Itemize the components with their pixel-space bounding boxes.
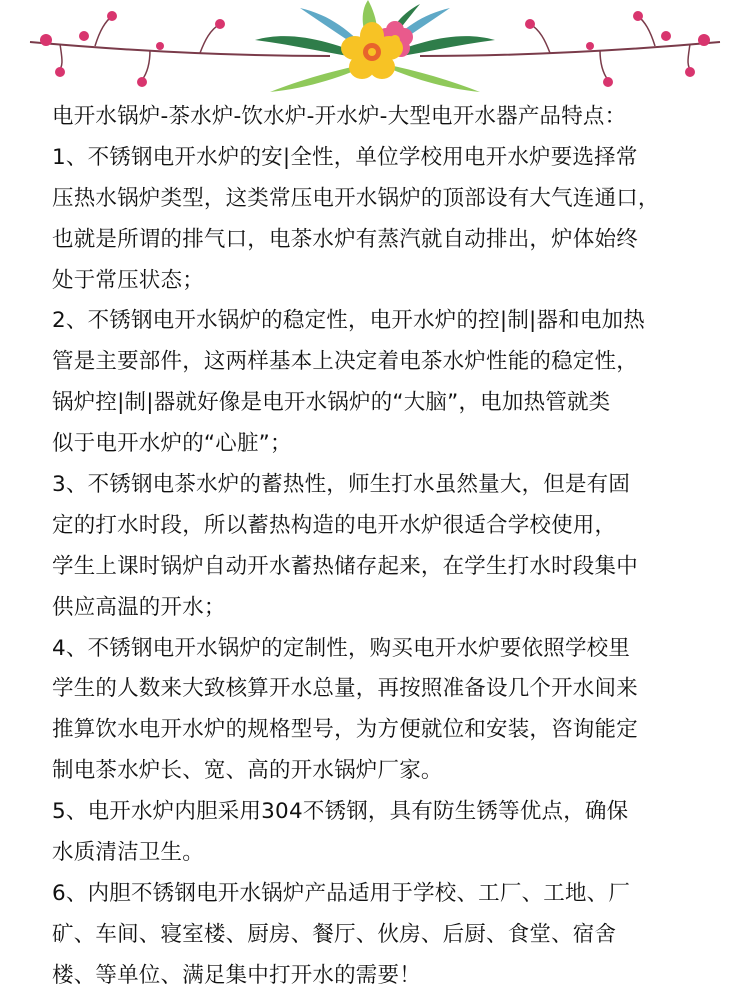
paragraph-6 [52, 874, 712, 997]
paragraph-line: 2、不锈钢电开水锅炉的稳定性，电开水炉的控|制|器和电加热 [52, 308, 645, 334]
paragraph-line: 制电茶水炉长、宽、高的开水锅炉厂家。 [52, 758, 443, 784]
paragraph-3 [52, 465, 712, 629]
paragraph-line: 处于常压状态； [52, 267, 204, 293]
paragraph-line: 水质清洁卫生。 [52, 840, 204, 866]
paragraph-line: 矿、车间、寝室楼、厨房、餐厅、伙房、后厨、食堂、宿舍 [52, 921, 617, 947]
document-title: 电开水锅炉-茶水炉-饮水炉-开水炉-大型电开水器产品特点： [52, 104, 627, 129]
paragraph-line: 锅炉控|制|器就好像是电开水锅炉的“大脑”，电加热管就类 [52, 390, 611, 416]
paragraph-4 [52, 629, 712, 793]
paragraph-line: 供应高温的开水； [52, 594, 226, 620]
paragraph-line: 推算饮水电开水炉的规格型号，为方便就位和安装，咨询能定 [52, 717, 638, 743]
paragraph-line: 定的打水时段，所以蓄热构造的电开水炉很适合学校使用， [52, 512, 617, 538]
paragraph-line: 学生上课时锅炉自动开水蓄热储存起来，在学生打水时段集中 [52, 553, 638, 579]
paragraph-line: 也就是所谓的排气口，电茶水炉有蒸汽就自动排出，炉体始终 [52, 226, 638, 252]
paragraph-line: 5、电开水炉内胆采用304不锈钢，具有防生锈等优点，确保 [52, 799, 629, 825]
paragraph-line: 压热水锅炉类型，这类常压电开水锅炉的顶部设有大气连通口， [52, 185, 660, 211]
paragraph-line: 4、不锈钢电开水锅炉的定制性，购买电开水炉要依照学校里 [52, 635, 631, 661]
paragraph-2 [52, 301, 712, 465]
paragraph-line: 学生的人数来大致核算开水总量，再按照准备设几个开水间来 [52, 676, 638, 702]
paragraph-line: 6、内胆不锈钢电开水锅炉产品适用于学校、工厂、工地、厂 [52, 880, 631, 906]
paragraph-line: 似于电开水炉的“心脏”； [52, 431, 292, 457]
document-body [52, 97, 712, 997]
paragraph-line: 楼、等单位、满足集中打开水的需要！ [52, 962, 421, 988]
paragraph-line: 3、不锈钢电茶水炉的蓄热性，师生打水虽然量大，但是有固 [52, 472, 631, 498]
floral-ornament-icon [0, 0, 750, 100]
paragraph-1 [52, 138, 712, 302]
paragraph-line: 管是主要部件，这两样基本上决定着电茶水炉性能的稳定性， [52, 349, 638, 375]
paragraph-5 [52, 792, 712, 874]
paragraph-line: 1、不锈钢电开水炉的安|全性，单位学校用电开水炉要选择常 [52, 144, 638, 170]
